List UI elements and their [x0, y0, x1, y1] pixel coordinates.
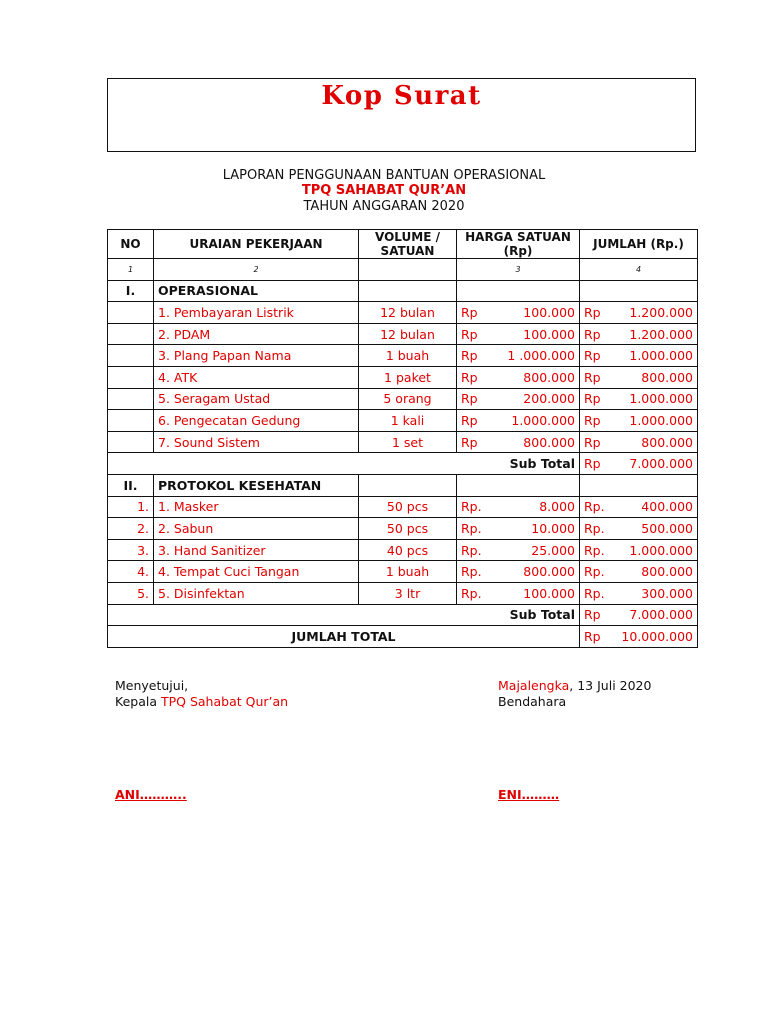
currency: Rp.	[584, 564, 605, 580]
currency: Rp.	[461, 499, 482, 515]
organization-ref: TPQ Sahabat Qur’an	[160, 694, 289, 709]
section1-rows	[108, 302, 698, 453]
table-row	[108, 518, 698, 540]
item-total: 300.000	[641, 585, 693, 601]
currency: Rp	[461, 434, 478, 450]
item-price: 1.000.000	[511, 412, 575, 428]
item-name: 1. Pembayaran Listrik	[154, 302, 359, 324]
section-title: OPERASIONAL	[154, 280, 359, 302]
table-row	[108, 431, 698, 453]
item-price: 8.000	[539, 499, 575, 515]
currency: Rp	[461, 369, 478, 385]
table-row	[108, 388, 698, 410]
currency: Rp	[584, 412, 601, 428]
currency: Rp	[584, 628, 601, 644]
table-row	[108, 323, 698, 345]
item-volume: 50 pcs	[359, 496, 457, 518]
item-name: 7. Sound Sistem	[154, 431, 359, 453]
column-number: 2	[154, 259, 359, 281]
column-number: 1	[108, 259, 154, 281]
item-volume: 40 pcs	[359, 539, 457, 561]
column-number: 4	[580, 259, 698, 281]
table-row	[108, 496, 698, 518]
item-name: 1. Masker	[154, 496, 359, 518]
item-total: 1.000.000	[629, 412, 693, 428]
item-name: 4. ATK	[154, 366, 359, 388]
currency: Rp	[584, 434, 601, 450]
table-row	[108, 366, 698, 388]
signing-date: , 13 Juli 2020	[569, 678, 652, 693]
currency: Rp	[584, 304, 601, 320]
item-price: 800.000	[523, 369, 575, 385]
item-name: 5. Disinfektan	[154, 582, 359, 604]
item-volume: 3 ltr	[359, 582, 457, 604]
column-number-empty	[359, 259, 457, 281]
table-row	[108, 302, 698, 324]
item-name: 2. PDAM	[154, 323, 359, 345]
table-header-row	[108, 230, 698, 259]
column-number: 3	[457, 259, 580, 281]
currency: Rp.	[584, 499, 605, 515]
grand-total-row	[108, 626, 698, 648]
signer-role-left: Kepala TPQ Sahabat Qur’an	[115, 694, 289, 709]
signature-left	[115, 678, 288, 710]
item-total: 500.000	[641, 520, 693, 536]
currency: Rp	[461, 412, 478, 428]
subtotal-label: Sub Total	[108, 604, 580, 626]
table-row	[108, 539, 698, 561]
currency: Rp	[461, 304, 478, 320]
currency: Rp.	[584, 585, 605, 601]
signer-name-left: ANI………..	[115, 787, 187, 802]
section-number: II.	[108, 474, 154, 496]
currency: Rp	[584, 391, 601, 407]
organization-name: TPQ SAHABAT QUR’AN	[301, 183, 467, 198]
header-uraian: URAIAN PEKERJAAN	[154, 230, 359, 259]
item-volume: 12 bulan	[359, 323, 457, 345]
item-total: 1.000.000	[629, 542, 693, 558]
table-row	[108, 345, 698, 367]
item-price: 800.000	[523, 434, 575, 450]
currency: Rp.	[584, 520, 605, 536]
place-date	[498, 678, 651, 694]
currency: Rp	[584, 607, 601, 623]
column-number-row	[108, 259, 698, 281]
row-number: 4.	[108, 561, 154, 583]
section-row	[108, 280, 698, 302]
item-total: 800.000	[641, 434, 693, 450]
row-number: 3.	[108, 539, 154, 561]
item-price: 1 .000.000	[507, 348, 575, 364]
row-number: 1.	[108, 496, 154, 518]
item-total: 1.200.000	[629, 304, 693, 320]
grand-total-label: JUMLAH TOTAL	[108, 626, 580, 648]
item-price: 100.000	[523, 326, 575, 342]
item-name: 3. Hand Sanitizer	[154, 539, 359, 561]
item-total: 400.000	[641, 499, 693, 515]
currency: Rp.	[461, 542, 482, 558]
item-total: 1.200.000	[629, 326, 693, 342]
row-number: 5.	[108, 582, 154, 604]
item-price: 10.000	[531, 520, 575, 536]
signature-right	[498, 678, 651, 710]
item-price: 25.000	[531, 542, 575, 558]
subtotal-row	[108, 604, 698, 626]
item-name: 3. Plang Papan Nama	[154, 345, 359, 367]
subtotal-label: Sub Total	[108, 453, 580, 475]
currency: Rp	[461, 391, 478, 407]
table-row	[108, 561, 698, 583]
item-volume: 1 set	[359, 431, 457, 453]
currency: Rp	[584, 348, 601, 364]
item-price: 200.000	[523, 391, 575, 407]
currency: Rp	[584, 369, 601, 385]
item-price: 800.000	[523, 564, 575, 580]
item-volume: 1 kali	[359, 410, 457, 432]
letterhead-box	[107, 78, 696, 152]
section-row	[108, 474, 698, 496]
row-number: 2.	[108, 518, 154, 540]
signer-name-right: ENI………	[498, 787, 560, 802]
item-name: 6. Pengecatan Gedung	[154, 410, 359, 432]
currency: Rp.	[461, 585, 482, 601]
table-row	[108, 582, 698, 604]
subtotal-value: 7.000.000	[629, 607, 693, 623]
item-total: 1.000.000	[629, 391, 693, 407]
item-total: 1.000.000	[629, 348, 693, 364]
report-table	[107, 229, 698, 648]
signer-role-right: Bendahara	[498, 694, 567, 709]
item-name: 2. Sabun	[154, 518, 359, 540]
currency: Rp	[461, 348, 478, 364]
currency: Rp.	[584, 542, 605, 558]
subtotal-value: 7.000.000	[629, 456, 693, 472]
item-volume: 50 pcs	[359, 518, 457, 540]
header-jumlah: JUMLAH (Rp.)	[580, 230, 698, 259]
item-name: 4. Tempat Cuci Tangan	[154, 561, 359, 583]
header-no: NO	[108, 230, 154, 259]
item-name: 5. Seragam Ustad	[154, 388, 359, 410]
table-row	[108, 410, 698, 432]
currency: Rp	[584, 456, 601, 472]
item-total: 800.000	[641, 369, 693, 385]
report-title: LAPORAN PENGGUNAAN BANTUAN OPERASIONAL	[222, 168, 546, 183]
item-price: 100.000	[523, 304, 575, 320]
grand-total-value: 10.000.000	[621, 628, 693, 644]
currency: Rp.	[461, 564, 482, 580]
approval-label: Menyetujui,	[115, 678, 189, 693]
section-number: I.	[108, 280, 154, 302]
currency: Rp	[461, 326, 478, 342]
budget-year: TAHUN ANGGARAN 2020	[303, 199, 465, 214]
header-volume: VOLUME / SATUAN	[359, 230, 457, 259]
currency: Rp.	[461, 520, 482, 536]
header-harga: HARGA SATUAN (Rp)	[457, 230, 580, 259]
item-volume: 12 bulan	[359, 302, 457, 324]
item-volume: 5 orang	[359, 388, 457, 410]
item-total: 800.000	[641, 564, 693, 580]
place-name: Majalengka	[498, 678, 570, 693]
item-volume: 1 paket	[359, 366, 457, 388]
subtotal-row	[108, 453, 698, 475]
letterhead-title: Kop Surat	[321, 81, 482, 111]
currency: Rp	[584, 326, 601, 342]
item-price: 100.000	[523, 585, 575, 601]
item-volume: 1 buah	[359, 561, 457, 583]
section-title: PROTOKOL KESEHATAN	[154, 474, 359, 496]
item-volume: 1 buah	[359, 345, 457, 367]
